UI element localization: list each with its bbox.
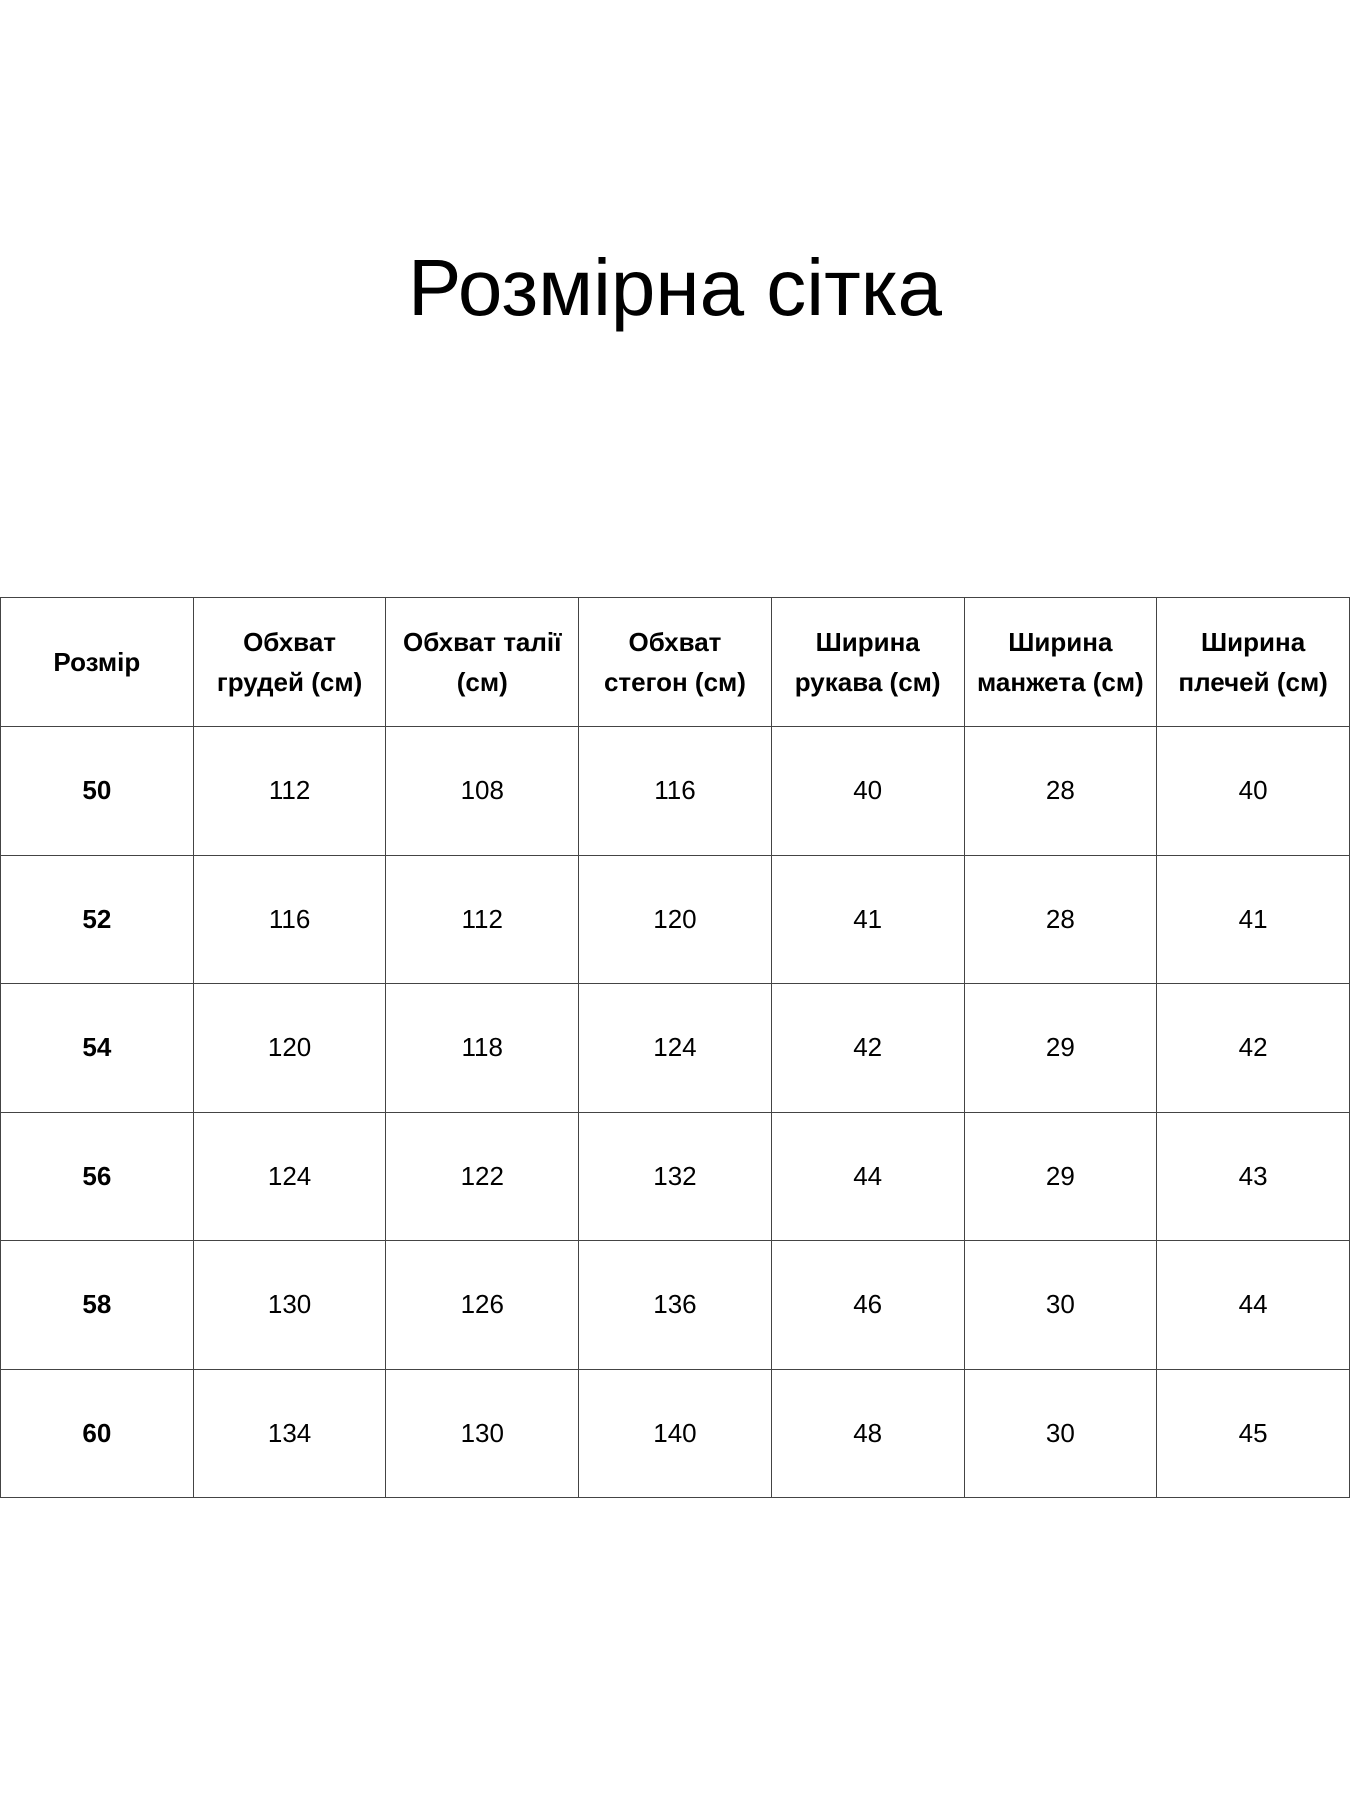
header-hips: Обхват стегон (см) [579,598,772,727]
table-row [1,984,1350,1113]
waist-cell: 122 [386,1112,579,1241]
chest-cell: 116 [193,855,386,984]
cuff-cell: 30 [964,1241,1157,1370]
waist-cell: 112 [386,855,579,984]
table-header-row [1,598,1350,727]
size-cell: 52 [1,855,194,984]
sleeve-cell: 40 [771,727,964,856]
hips-cell: 124 [579,984,772,1113]
cuff-cell: 29 [964,1112,1157,1241]
shoulder-cell: 43 [1157,1112,1350,1241]
table-row [1,855,1350,984]
hips-cell: 140 [579,1369,772,1498]
size-cell: 60 [1,1369,194,1498]
waist-cell: 118 [386,984,579,1113]
size-chart-table [0,597,1350,1498]
sleeve-cell: 42 [771,984,964,1113]
cuff-cell: 29 [964,984,1157,1113]
hips-cell: 116 [579,727,772,856]
sleeve-cell: 48 [771,1369,964,1498]
size-cell: 56 [1,1112,194,1241]
hips-cell: 120 [579,855,772,984]
size-cell: 50 [1,727,194,856]
cuff-cell: 30 [964,1369,1157,1498]
header-size: Розмір [1,598,194,727]
chest-cell: 130 [193,1241,386,1370]
table-row [1,1112,1350,1241]
header-sleeve-width: Ширина рукава (см) [771,598,964,727]
header-chest: Обхват грудей (см) [193,598,386,727]
chest-cell: 120 [193,984,386,1113]
waist-cell: 126 [386,1241,579,1370]
table-row [1,1241,1350,1370]
table-row [1,727,1350,856]
shoulder-cell: 44 [1157,1241,1350,1370]
shoulder-cell: 40 [1157,727,1350,856]
cuff-cell: 28 [964,727,1157,856]
hips-cell: 136 [579,1241,772,1370]
shoulder-cell: 42 [1157,984,1350,1113]
sleeve-cell: 46 [771,1241,964,1370]
sleeve-cell: 44 [771,1112,964,1241]
cuff-cell: 28 [964,855,1157,984]
header-shoulder-width: Ширина плечей (см) [1157,598,1350,727]
hips-cell: 132 [579,1112,772,1241]
size-cell: 54 [1,984,194,1113]
table-row [1,1369,1350,1498]
header-cuff-width: Ширина манжета (см) [964,598,1157,727]
page-title: Розмірна сітка [408,243,942,332]
chest-cell: 124 [193,1112,386,1241]
waist-cell: 108 [386,727,579,856]
header-waist: Обхват талії (см) [386,598,579,727]
chest-cell: 112 [193,727,386,856]
chest-cell: 134 [193,1369,386,1498]
sleeve-cell: 41 [771,855,964,984]
shoulder-cell: 41 [1157,855,1350,984]
shoulder-cell: 45 [1157,1369,1350,1498]
size-cell: 58 [1,1241,194,1370]
waist-cell: 130 [386,1369,579,1498]
